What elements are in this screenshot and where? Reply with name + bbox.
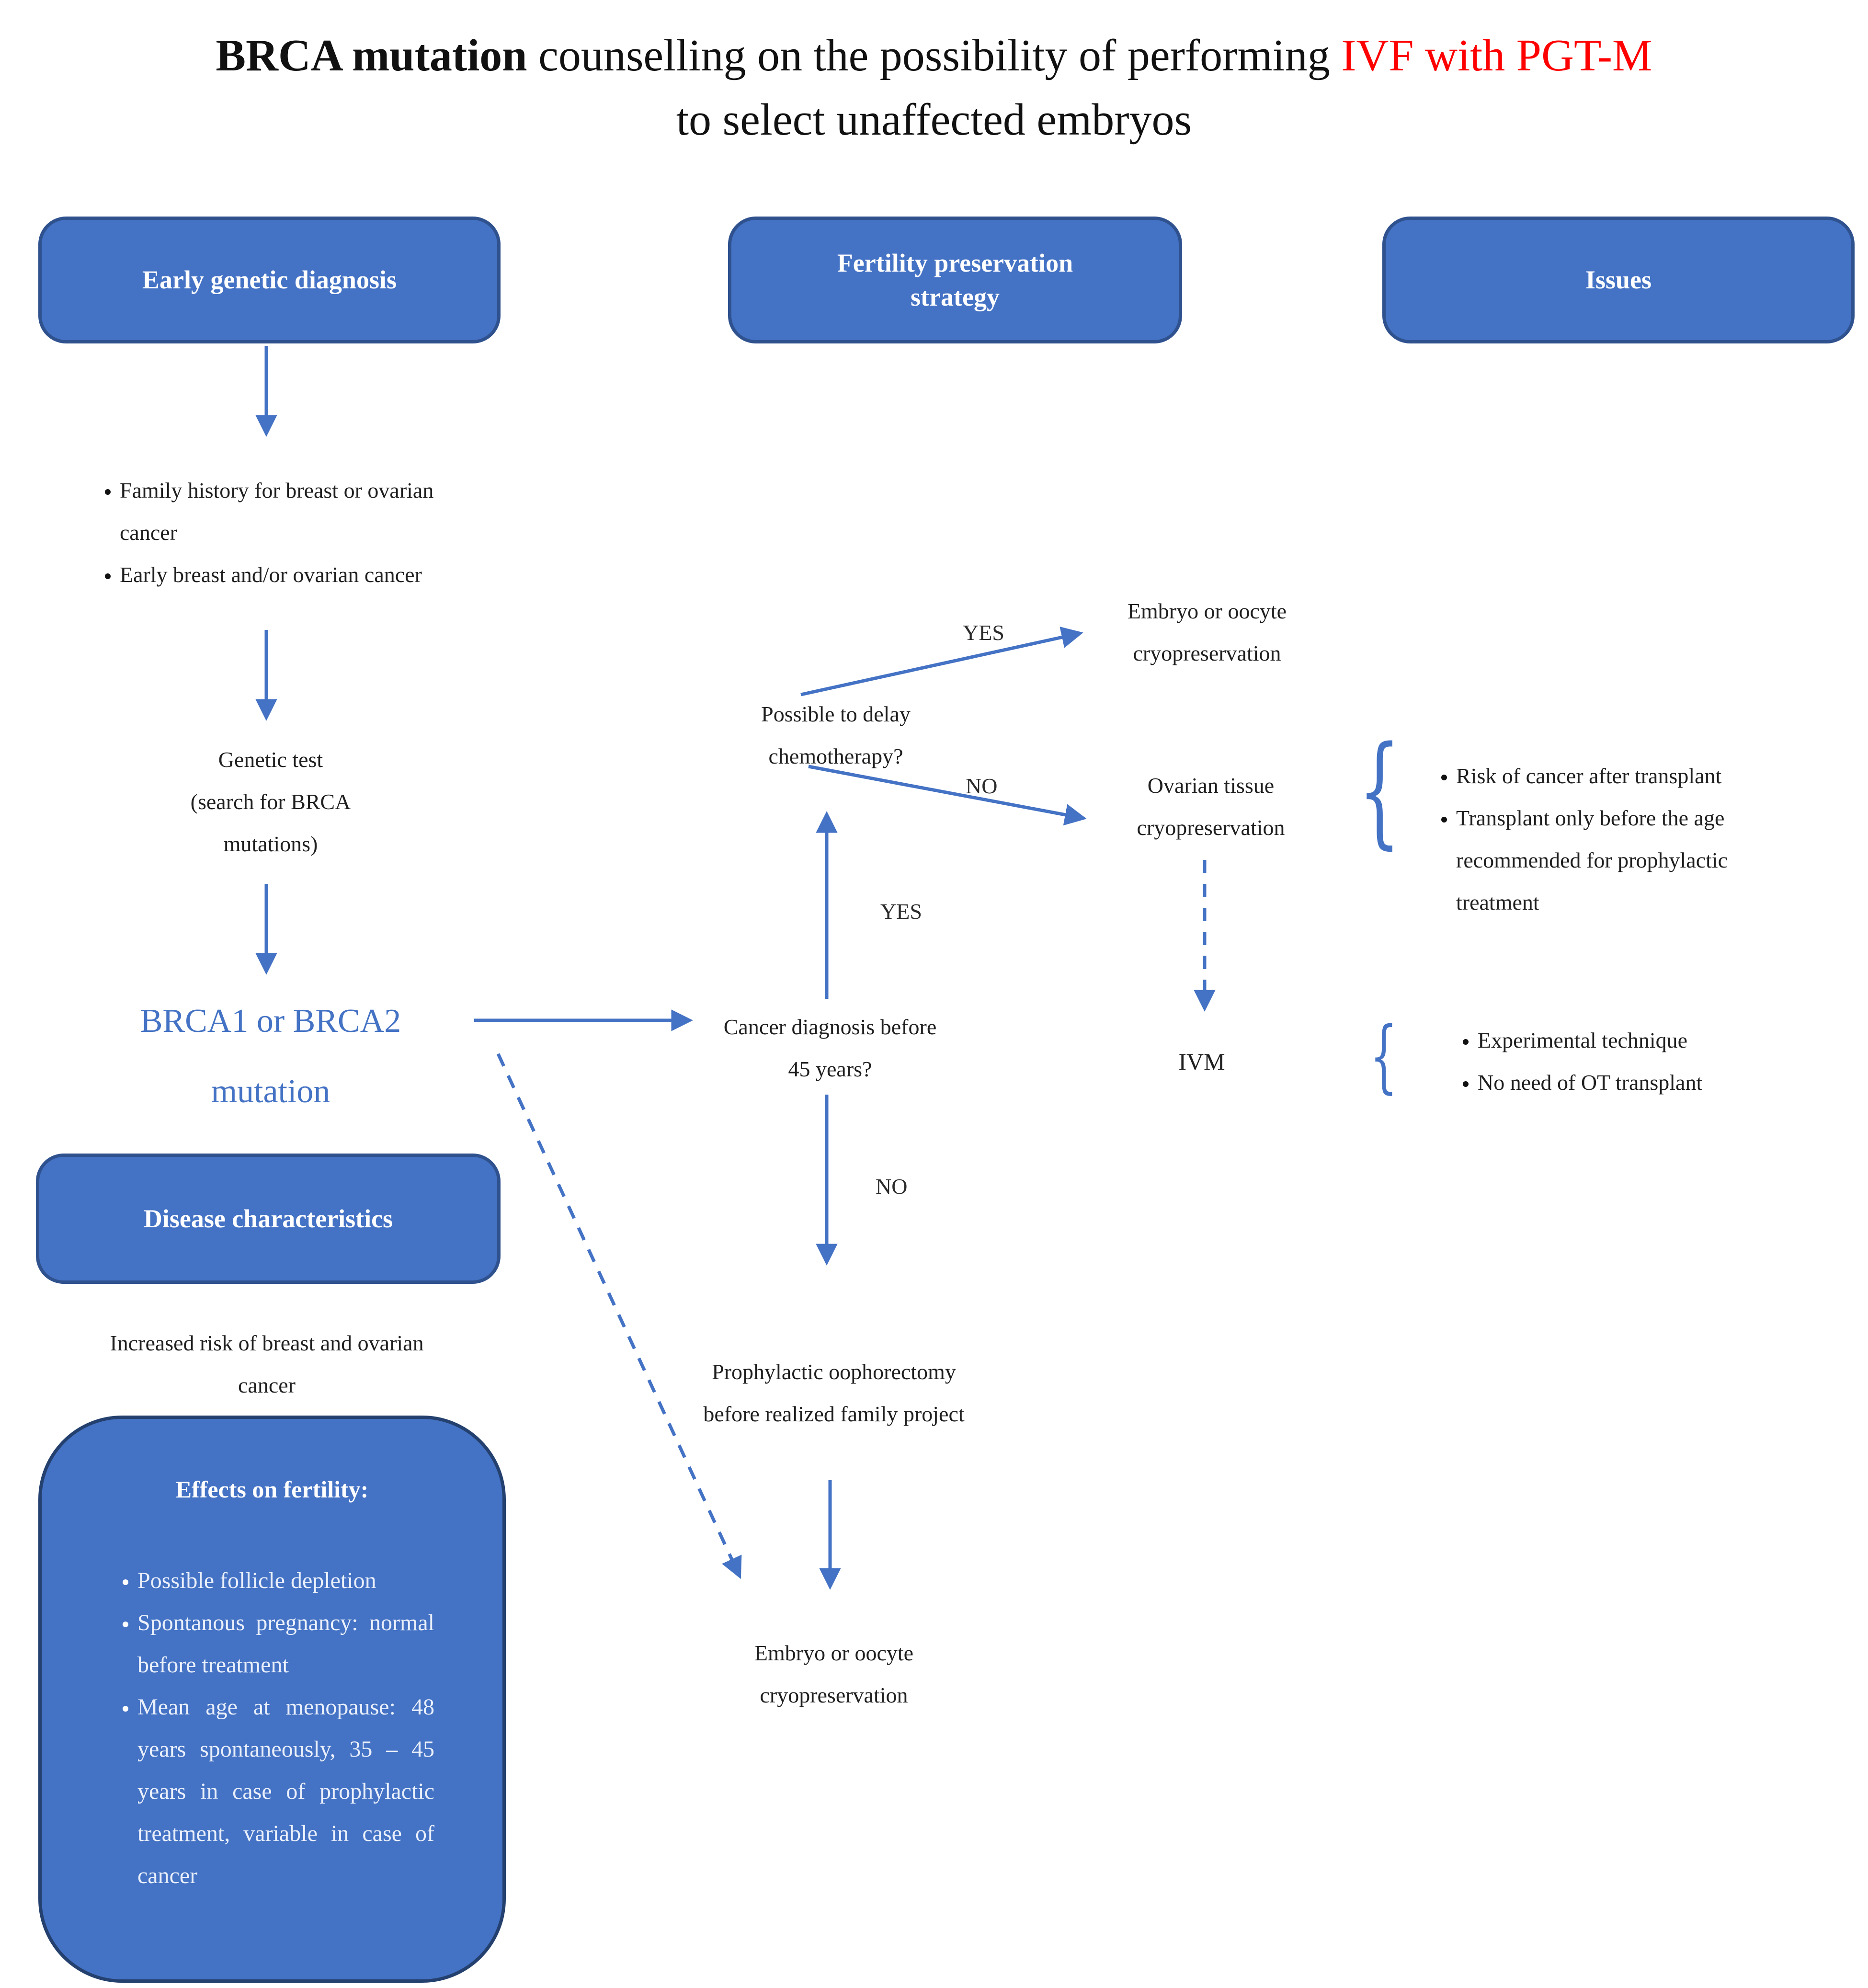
- ivm-node: IVM: [1178, 1048, 1225, 1075]
- label-yes-cancer: YES: [880, 899, 922, 924]
- label-no-chemo: NO: [966, 774, 998, 798]
- title-highlight-part: IVF with PGT-M: [1341, 31, 1652, 80]
- issues-transplant-list: [1391, 755, 1787, 924]
- disease-risk-text: Increased risk of breast and ovarian cancer: [110, 1331, 424, 1397]
- genetic-test-line2: (search for BRCA mutations): [190, 789, 351, 856]
- brace-icon: {: [1370, 1010, 1398, 1102]
- prophylactic-oophorectomy-node: Prophylactic oophorectomy before realized family project: [703, 1360, 965, 1426]
- header-box-fertility-preservation-strategy: [728, 217, 1182, 343]
- issues-ivm-list: [1413, 1019, 1842, 1104]
- title-bold-part: BRCA mutation: [216, 31, 527, 80]
- mutation-line1: BRCA1 or BRCA2: [140, 1003, 401, 1040]
- mutation-line2: mutation: [211, 1073, 330, 1110]
- embryo-oocyte-cryo-bottom-node: Embryo or oocyte cryopreservation: [754, 1641, 914, 1707]
- arrow-mutation-to-embryobottom-dashed: [498, 1054, 740, 1576]
- embryo-oocyte-cryo-top-node: Embryo or oocyte cryopreservation: [1127, 599, 1287, 665]
- effects-bullet-list: [90, 1560, 434, 1897]
- list-item: • Spontanous pregnancy: normal before treatment: [137, 1602, 434, 1686]
- label-no-cancer: NO: [876, 1174, 908, 1199]
- brca-mutation-result-node: [55, 986, 486, 1127]
- effects-on-fertility-box: [38, 1416, 506, 1983]
- header-label-strategy: Fertility preservation strategy: [837, 249, 1073, 311]
- brace-icon: {: [1358, 720, 1401, 861]
- header-box-issues: Issues: [1382, 217, 1855, 343]
- list-item: • Transplant only before the age recommended for prophylactic treatment: [1456, 797, 1787, 924]
- list-item: • Experimental technique: [1478, 1019, 1842, 1062]
- arrow-yes-to-embryotop: [801, 633, 1080, 695]
- title-normal-part: counselling on the possibility of performing: [527, 31, 1342, 80]
- list-item: • Mean age at menopause: 48 years spontaneously, 35 – 45 years in case of prophylactic treatment, variable in case of cancer: [137, 1686, 434, 1897]
- page-title-line2: to select unaffected embryos: [676, 95, 1192, 145]
- genetic-test-line1: Genetic test: [218, 747, 323, 772]
- list-item: • Family history for breast or ovarian cancer: [120, 469, 436, 554]
- effects-title: Effects on fertility:: [175, 1476, 369, 1503]
- page-title-line1: [0, 28, 1868, 84]
- diagnosis-bullet-list: [67, 469, 436, 596]
- question-cancer-before-45: Cancer diagnosis before 45 years?: [723, 1015, 937, 1081]
- disease-characteristics-box: Disease characteristics: [36, 1154, 501, 1284]
- label-yes-chemo: YES: [963, 620, 1004, 645]
- genetic-test-node: [127, 739, 414, 865]
- list-item: • Possible follicle depletion: [137, 1560, 434, 1602]
- list-item: • No need of OT transplant: [1478, 1062, 1842, 1104]
- list-item: • Early breast and/or ovarian cancer: [120, 554, 436, 596]
- question-delay-chemotherapy: Possible to delay chemotherapy?: [761, 702, 911, 768]
- list-item: • Risk of cancer after transplant: [1456, 755, 1787, 797]
- ovarian-tissue-cryo-node: Ovarian tissue cryopreservation: [1137, 773, 1285, 840]
- header-box-early-genetic-diagnosis: Early genetic diagnosis: [38, 217, 501, 343]
